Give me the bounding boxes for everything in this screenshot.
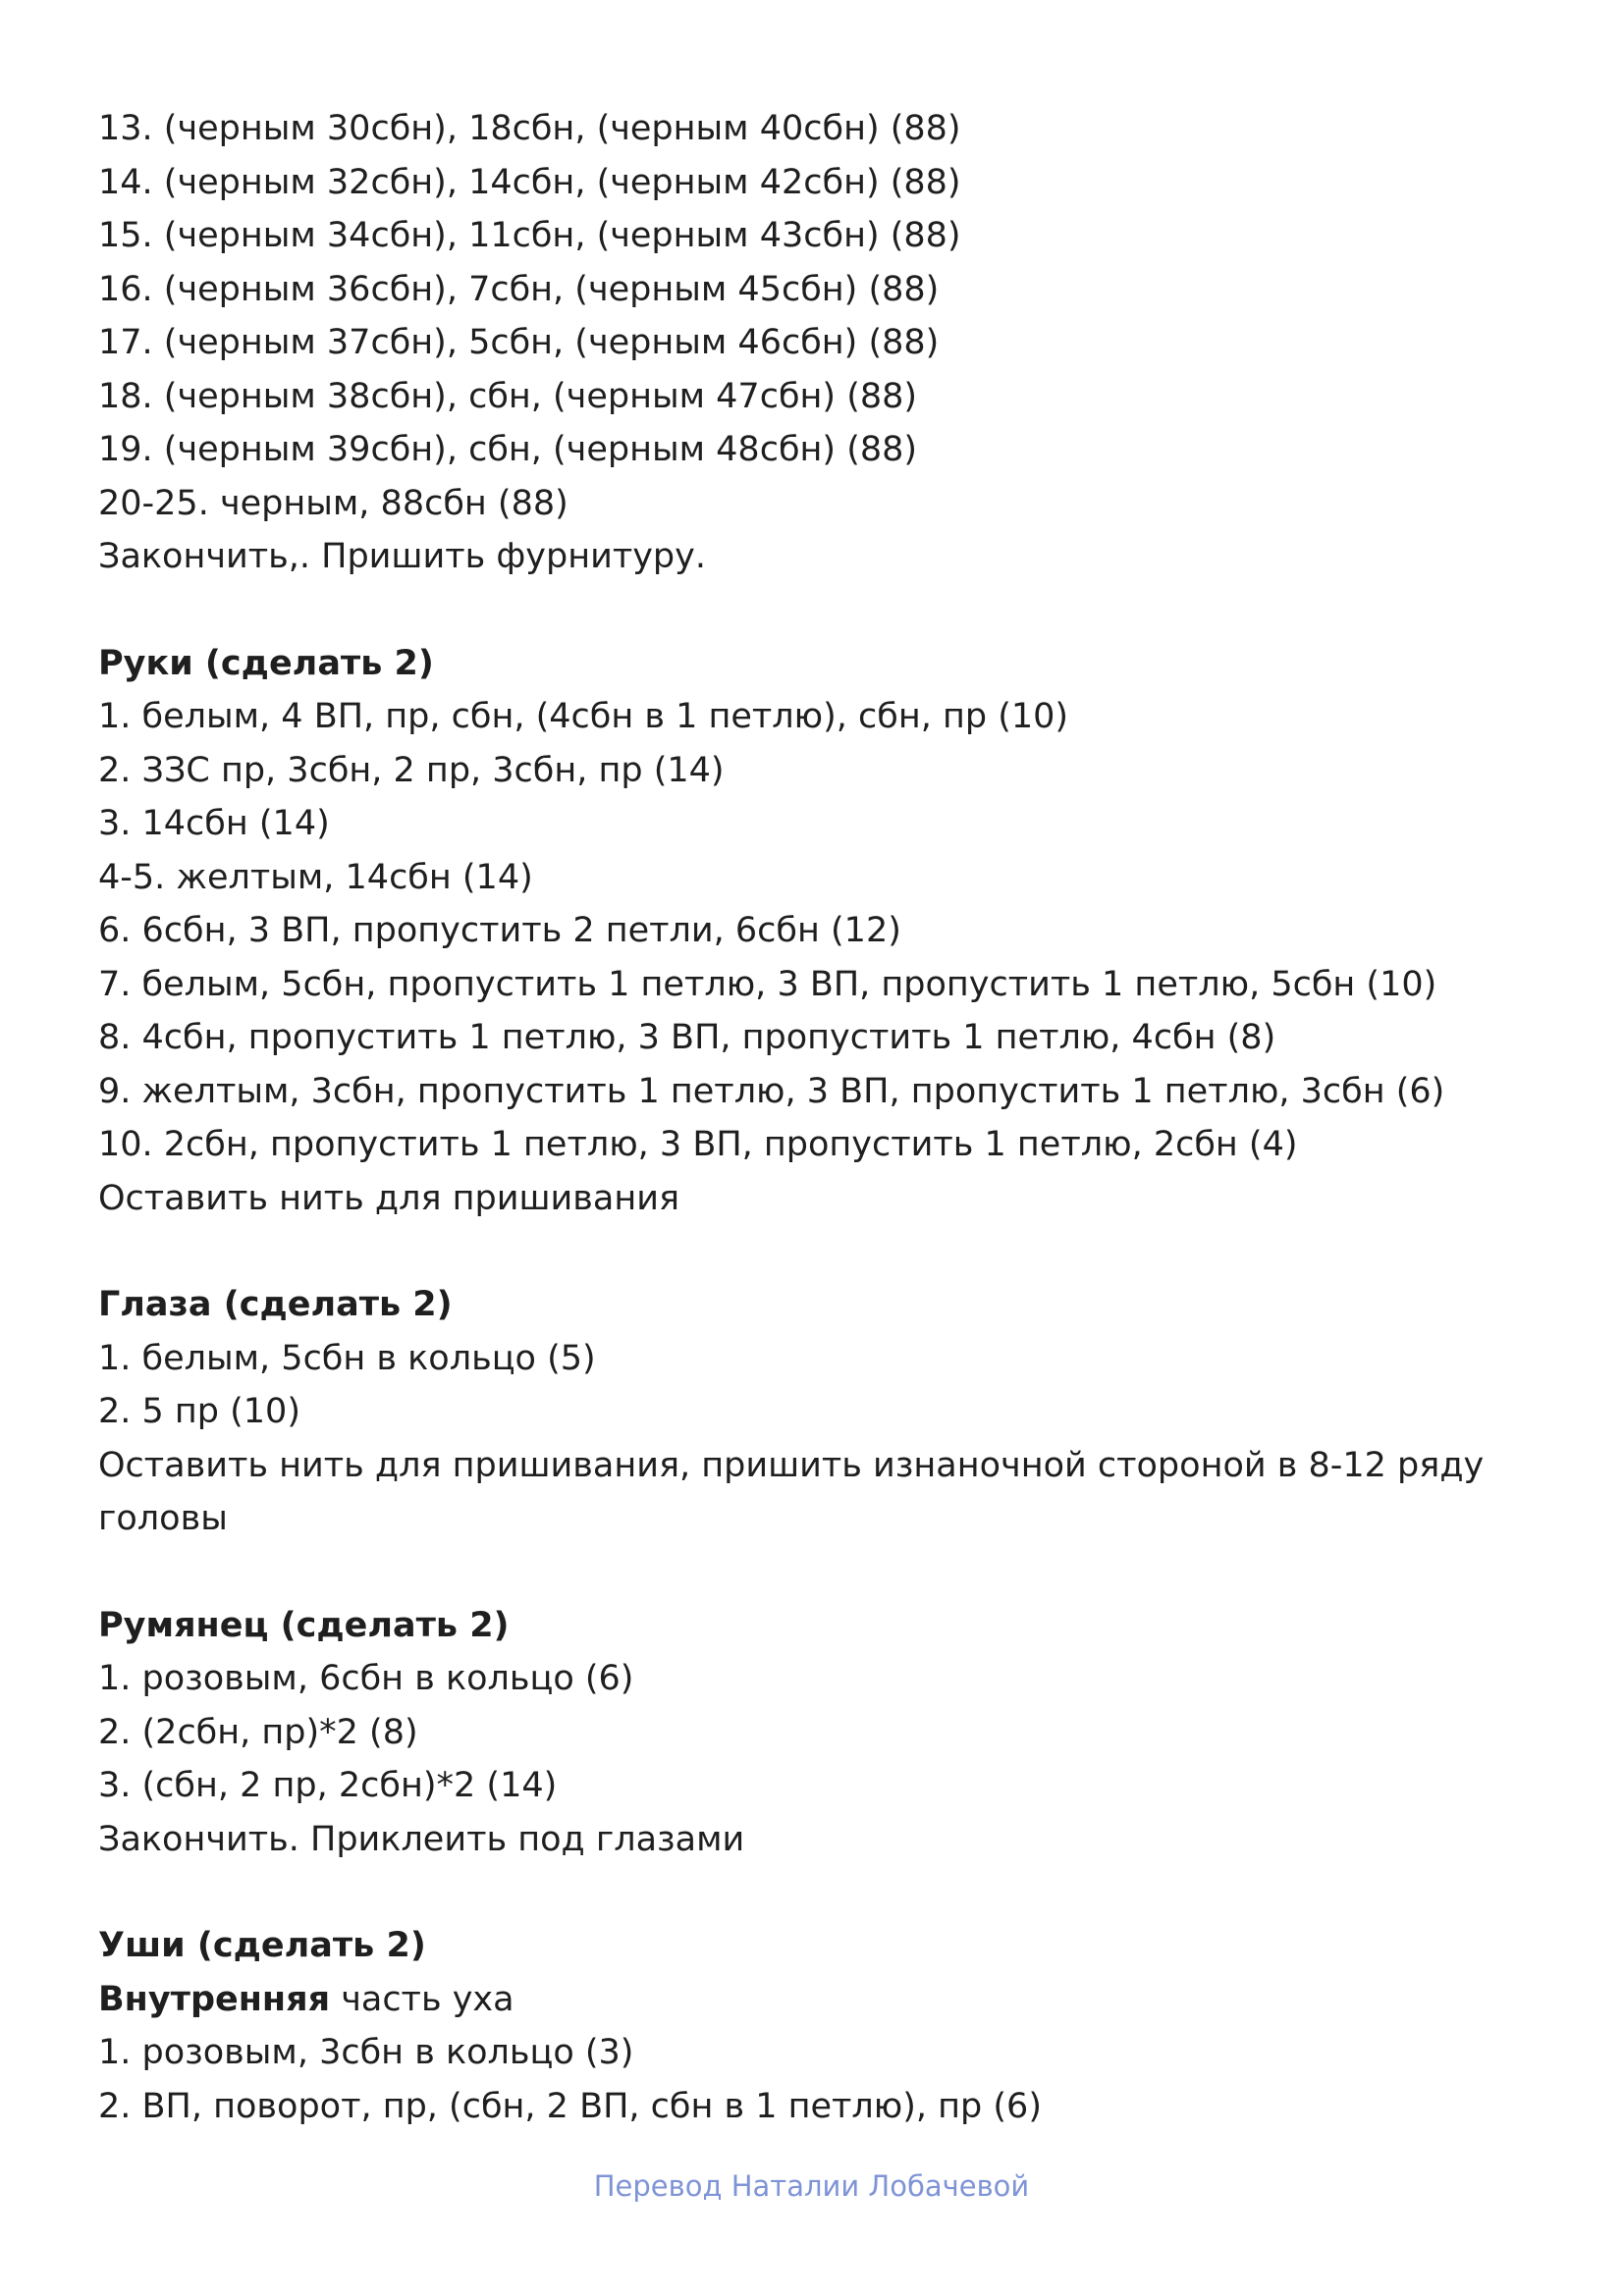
- ears-subtitle: [98, 1973, 1532, 2027]
- pattern-row: 3. 14сбн (14): [98, 804, 330, 843]
- section-gap: [98, 1225, 1532, 1278]
- pattern-row: 16. (черным 36сбн), 7сбн, (черным 45сбн) (88): [98, 269, 940, 309]
- pattern-row: 1. белым, 4 ВП, пр, сбн, (4сбн в 1 петлю), сбн, пр (10): [98, 697, 1069, 736]
- translator-credit: Перевод Наталии Лобачевой: [593, 2169, 1030, 2203]
- pattern-row: 15. (черным 34сбн), 11сбн, (черным 43сбн) (88): [98, 216, 961, 255]
- pattern-row: 1. розовым, 3сбн в кольцо (3): [98, 2033, 634, 2072]
- section-gap: [98, 1866, 1532, 1919]
- pattern-row: 19. (черным 39сбн), сбн, (черным 48сбн) (88): [98, 430, 918, 469]
- section-heading-arms: Руки (сделать 2): [98, 643, 434, 683]
- pattern-row: 8. 4сбн, пропустить 1 петлю, 3 ВП, пропустить 1 петлю, 4сбн (8): [98, 1018, 1276, 1057]
- section-heading-blush: Румянец (сделать 2): [98, 1605, 510, 1645]
- blush-section: [98, 1599, 1532, 1867]
- pattern-row: 6. 6сбн, 3 ВП, пропустить 2 петли, 6сбн (12): [98, 911, 901, 950]
- ears-subtitle-rest: часть уха: [330, 1979, 514, 2019]
- section-heading-ears: Уши (сделать 2): [98, 1926, 426, 1965]
- pattern-row: 2. 5 пр (10): [98, 1392, 300, 1431]
- pattern-note: Оставить нить для пришивания, пришить изнаночной стороной в 8-12 ряду: [98, 1445, 1485, 1485]
- pattern-row: 2. ВП, поворот, пр, (сбн, 2 ВП, сбн в 1 петлю), пр (6): [98, 2086, 1042, 2126]
- section-gap: [98, 584, 1532, 637]
- pattern-row: 7. белым, 5сбн, пропустить 1 петлю, 3 ВП, пропустить 1 петлю, 5сбн (10): [98, 964, 1437, 1004]
- pattern-page: [98, 102, 1532, 2133]
- pattern-note: Закончить. Приклеить под глазами: [98, 1819, 745, 1859]
- pattern-row: 20-25. черным, 88сбн (88): [98, 483, 568, 523]
- pattern-row: 1. белым, 5сбн в кольцо (5): [98, 1338, 596, 1378]
- section-gap: [98, 1546, 1532, 1599]
- eyes-section: [98, 1278, 1532, 1546]
- pattern-row: 2. (2сбн, пр)*2 (8): [98, 1712, 418, 1752]
- pattern-row: 14. (черным 32сбн), 14сбн, (черным 42сбн) (88): [98, 162, 961, 202]
- pattern-note: Оставить нить для пришивания: [98, 1178, 680, 1218]
- pattern-row: 13. (черным 30сбн), 18сбн, (черным 40сбн) (88): [98, 109, 961, 148]
- pattern-row: 1. розовым, 6сбн в кольцо (6): [98, 1659, 634, 1698]
- pattern-row: 10. 2сбн, пропустить 1 петлю, 3 ВП, пропустить 1 петлю, 2сбн (4): [98, 1125, 1298, 1164]
- pattern-note: головы: [98, 1499, 228, 1538]
- arms-section: [98, 637, 1532, 1226]
- pattern-note: Закончить,. Пришить фурнитуру.: [98, 537, 706, 576]
- pattern-row: 17. (черным 37сбн), 5сбн, (черным 46сбн) (88): [98, 323, 940, 362]
- body-rows-section: [98, 102, 1532, 584]
- section-heading-eyes: Глаза (сделать 2): [98, 1285, 453, 1324]
- pattern-row: 4-5. желтым, 14сбн (14): [98, 857, 533, 897]
- pattern-row: 9. желтым, 3сбн, пропустить 1 петлю, 3 ВП, пропустить 1 петлю, 3сбн (6): [98, 1071, 1445, 1111]
- pattern-row: 3. (сбн, 2 пр, 2сбн)*2 (14): [98, 1766, 558, 1805]
- ears-section: [98, 1919, 1532, 2133]
- pattern-row: 18. (черным 38сбн), сбн, (черным 47сбн) (88): [98, 376, 918, 416]
- ears-subtitle-bold: Внутренняя: [98, 1979, 331, 2019]
- pattern-row: 2. ЗЗС пр, 3сбн, 2 пр, 3сбн, пр (14): [98, 750, 725, 790]
